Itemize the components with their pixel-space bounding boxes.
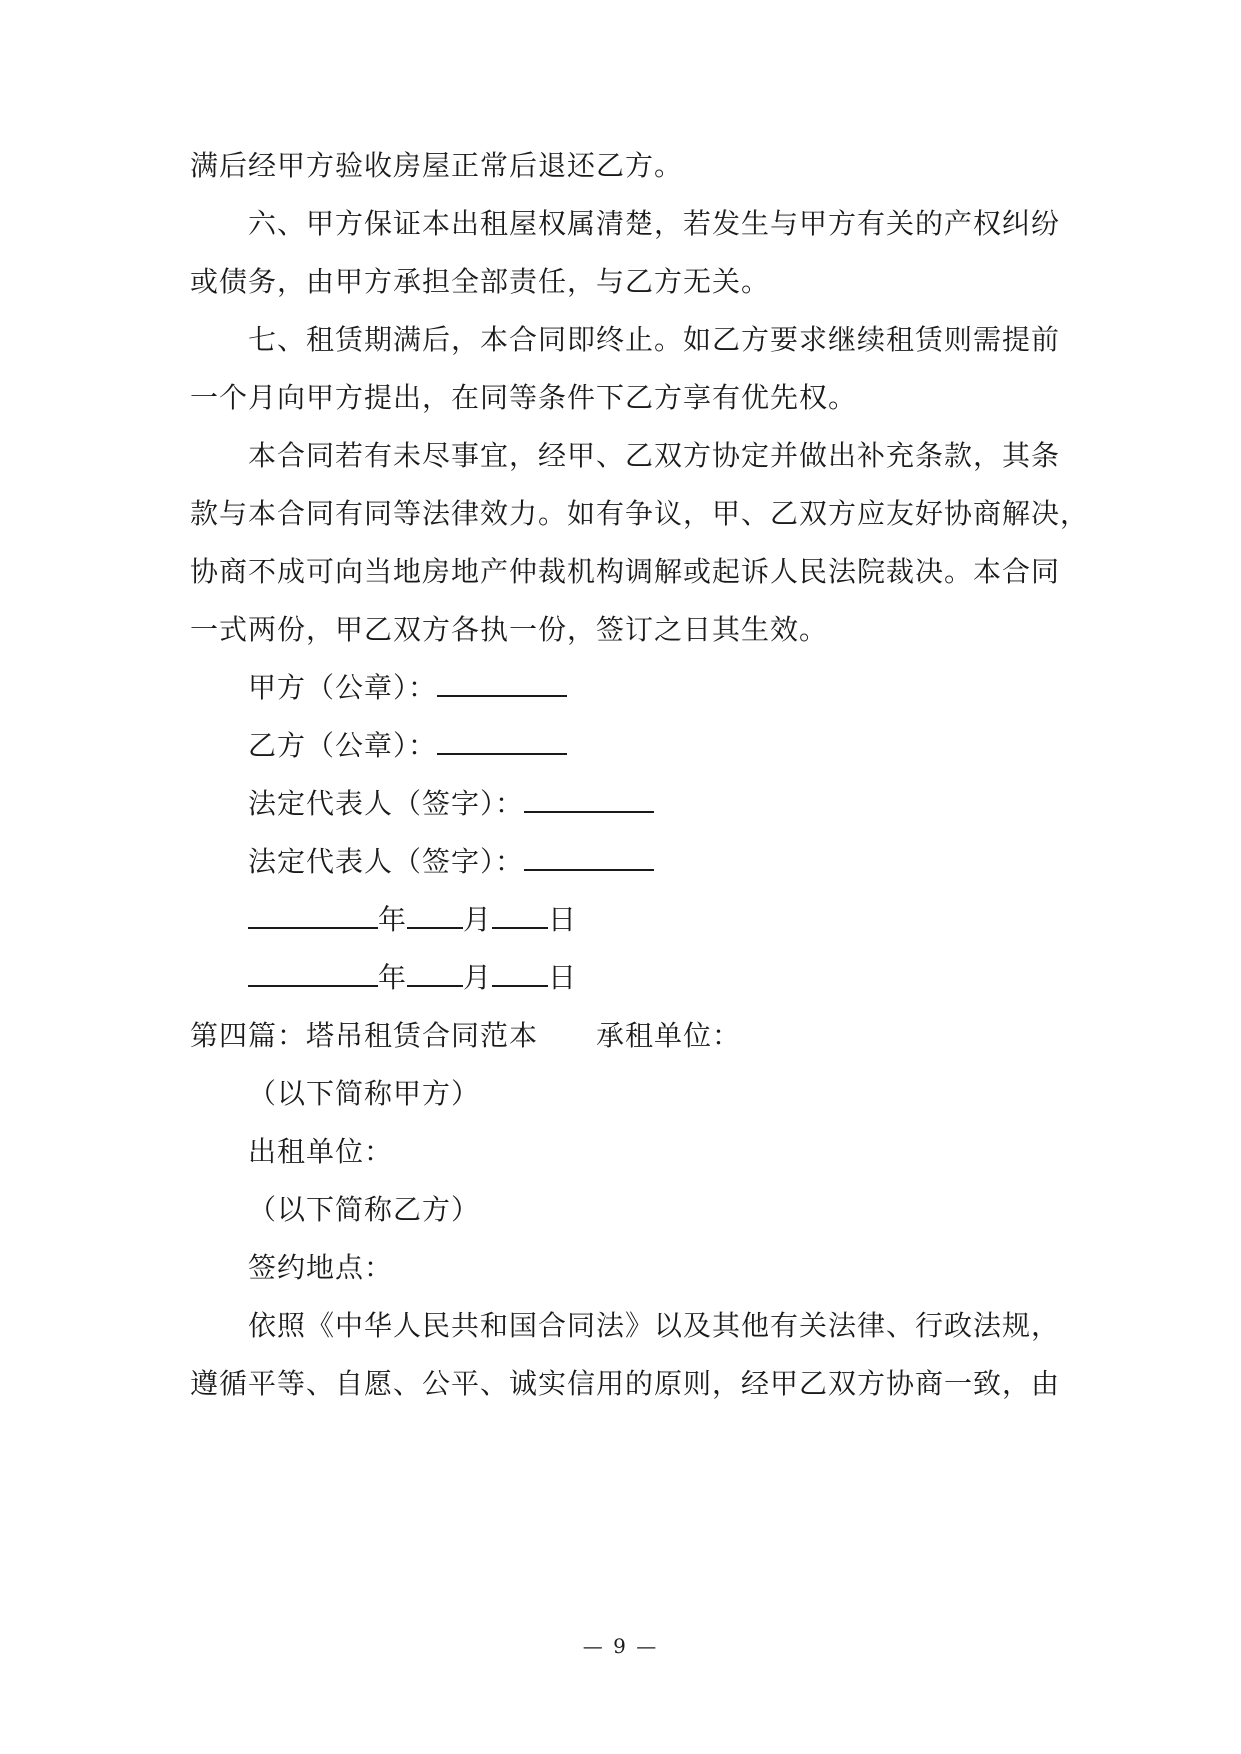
party-b-seal-row	[248, 726, 567, 766]
clause-seven-line: 七、租赁期满后，本合同即终止。如乙方要求继续租赁则需提前	[248, 323, 1061, 356]
date-row	[248, 958, 577, 998]
year-blank	[248, 901, 378, 929]
intro-paragraph-line: 遵循平等、自愿、公平、诚实信用的原则，经甲乙双方协商一致，由	[190, 1367, 1061, 1400]
lessor-label: 出租单位：	[248, 1135, 394, 1168]
party-a-seal-row	[248, 668, 567, 708]
lessor-alias: （以下简称乙方）	[248, 1193, 481, 1226]
section-heading: 第四篇：塔吊租赁合同范本	[190, 1019, 539, 1052]
date-row	[248, 900, 577, 940]
intro-paragraph-line: 依照《中华人民共和国合同法》以及其他有关法律、行政法规，	[248, 1309, 1061, 1342]
month-label: 月	[463, 903, 493, 936]
day-label: 日	[548, 961, 578, 994]
clause-seven-line: 一个月向甲方提出，在同等条件下乙方享有优先权。	[190, 381, 858, 414]
party-a-seal-blank	[437, 669, 567, 697]
day-label: 日	[548, 903, 578, 936]
legal-rep-row	[248, 842, 654, 882]
year-blank	[248, 959, 378, 987]
year-label: 年	[378, 961, 408, 994]
supplement-paragraph-line: 款与本合同有同等法律效力。如有争议，甲、乙双方应友好协商解决，	[190, 497, 1090, 530]
legal-rep-label: 法定代表人（签字）：	[248, 787, 525, 820]
day-blank	[492, 959, 548, 987]
legal-rep-blank	[524, 785, 654, 813]
supplement-paragraph-line: 本合同若有未尽事宜，经甲、乙双方协定并做出补充条款，其条	[248, 439, 1061, 472]
lessee-alias: （以下简称甲方）	[248, 1077, 481, 1110]
supplement-paragraph-line: 协商不成可向当地房地产仲裁机构调解或起诉人民法院裁决。本合同	[190, 555, 1061, 588]
clause-six-line: 或债务，由甲方承担全部责任，与乙方无关。	[190, 265, 771, 298]
party-b-seal-blank	[437, 727, 567, 755]
month-blank	[407, 959, 463, 987]
day-blank	[492, 901, 548, 929]
paragraph-line: 满后经甲方验收房屋正常后退还乙方。	[190, 149, 684, 182]
section-heading-row	[190, 1016, 741, 1056]
legal-rep-blank	[524, 843, 654, 871]
signing-place-label: 签约地点：	[248, 1251, 394, 1284]
party-b-seal-label: 乙方（公章）：	[248, 729, 438, 762]
month-label: 月	[463, 961, 493, 994]
page-number: — 9 —	[582, 1634, 659, 1658]
legal-rep-label: 法定代表人（签字）：	[248, 845, 525, 878]
month-blank	[407, 901, 463, 929]
supplement-paragraph-line: 一式两份，甲乙双方各执一份，签订之日其生效。	[190, 613, 829, 646]
year-label: 年	[378, 903, 408, 936]
clause-six-line: 六、甲方保证本出租屋权属清楚，若发生与甲方有关的产权纠纷	[248, 207, 1061, 240]
party-a-seal-label: 甲方（公章）：	[248, 671, 438, 704]
lessee-label: 承租单位：	[596, 1019, 742, 1052]
legal-rep-row	[248, 784, 654, 824]
